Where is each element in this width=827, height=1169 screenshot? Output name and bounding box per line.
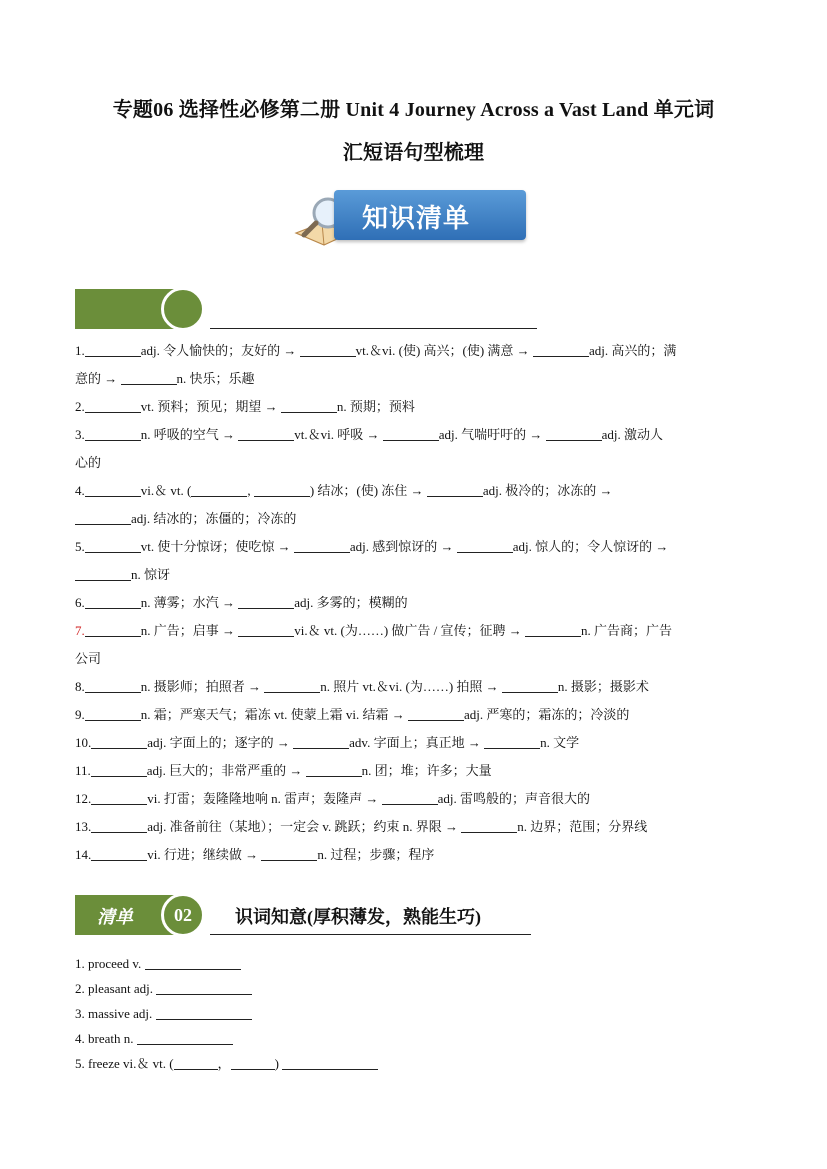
item-line1: vi. 打雷；轰隆隆地响 n. 雷声；轰隆声 → adj. 雷鸣般的；声音很大的 [147,791,591,806]
answer-blank[interactable] [91,818,147,833]
answer-blank[interactable] [191,482,247,497]
item-line1: vi.＆ vt. ( , ) 结冰；(使) 冻住 → adj. 极冷的；冰冻的 → [140,483,613,498]
answer-blank[interactable] [75,510,131,525]
item-line1: n. 薄雾；水汽 → adj. 多雾的；模糊的 [140,595,408,610]
answer-blank[interactable] [85,482,141,497]
recall-item: 5. freeze vi.＆ vt. ( ， ) [75,1051,378,1076]
item-number: 7. [75,623,85,638]
vocab-item-continuation: 公司 [75,651,102,666]
section1-heading-underline [210,328,537,329]
knowledge-list-badge [292,187,526,247]
item-line1: n. 呼吸的空气 → vt.＆vi. 呼吸 → adj. 气喘吁吁的 → adj. 激动人 [140,427,664,442]
answer-blank[interactable] [525,622,581,637]
recall-item: 2. pleasant adj. [75,976,378,1001]
item-line1: vi. 行进；继续做 → n. 过程；步骤；程序 [147,847,435,862]
answer-blank[interactable] [546,426,602,441]
item-line1: n. 摄影师；拍照者 → n. 照片 vt.＆vi. (为……) 拍照 → n. 摄影；摄影术 [140,679,649,694]
document-title-line2: 汇短语句型梳理 [342,142,485,164]
item-line1: adj. 准备前往（某地）；一定会 v. 跳跃；约束 n. 界限 → n. 边界；范围；分界线 [147,819,648,834]
item-line1: vt. 预料；预见；期望 → n. 预期；预料 [140,399,415,414]
answer-blank[interactable] [75,566,131,581]
answer-blank[interactable] [91,790,147,805]
answer-blank[interactable] [254,482,310,497]
vocab-item [75,421,755,449]
answer-blank[interactable] [91,762,147,777]
item-line1: n. 霜；严寒天气；霜冻 vt. 使蒙上霜 vi. 结霜 → adj. 严寒的；霜冻的；冷淡的 [140,707,630,722]
vocab-item [75,813,755,841]
vocab-list [75,337,755,869]
answer-blank[interactable] [484,734,540,749]
answer-blank[interactable] [533,342,589,357]
item-number: 4. [75,483,85,498]
answer-blank[interactable] [174,1055,218,1070]
item-line1: adj. 巨大的；非常严重的 → n. 团；堆；许多；大量 [146,763,492,778]
answer-blank[interactable] [282,1055,378,1070]
item-number: 2. [75,399,85,414]
vocab-item [75,729,755,757]
section2-header [75,895,531,935]
answer-blank[interactable] [461,818,517,833]
recall-item: 1. proceed v. [75,951,378,976]
item-number: 9. [75,707,85,722]
answer-blank[interactable] [382,790,438,805]
answer-blank[interactable] [156,980,252,995]
answer-blank[interactable] [293,734,349,749]
item-number: 14. [75,847,92,862]
answer-blank[interactable] [85,538,141,553]
answer-blank[interactable] [427,482,483,497]
item-number: 6. [75,595,85,610]
section2-tag: 清单 [97,907,133,928]
document-title-line1: 专题06 选择性必修第二册 Unit 4 Journey Across a Vast Land 单元词 [112,99,715,121]
answer-blank[interactable] [91,846,147,861]
answer-blank[interactable] [238,594,294,609]
answer-blank[interactable] [85,706,141,721]
recall-list [75,951,378,1076]
recall-item: 4. breath n. [75,1026,378,1051]
answer-blank[interactable] [383,426,439,441]
vocab-item [75,477,755,505]
vocab-item [75,701,755,729]
answer-blank[interactable] [156,1005,252,1020]
answer-blank[interactable] [91,734,147,749]
answer-blank[interactable] [85,594,141,609]
section2-number: 02 [174,905,192,925]
vocab-item [75,673,755,701]
answer-blank[interactable] [281,398,337,413]
answer-blank[interactable] [85,678,141,693]
vocab-item [75,617,755,645]
vocab-item [75,757,755,785]
answer-blank[interactable] [408,706,464,721]
answer-blank[interactable] [85,342,141,357]
vocab-item-continuation: 心的 [75,455,102,470]
item-line1: adj. 令人愉快的；友好的 → vt.＆vi. (使) 高兴；(使) 满意 → adj. 高兴的；满 [140,343,677,358]
answer-blank[interactable] [231,1055,275,1070]
vocab-item [75,393,755,421]
vocab-item-continuation: 意的 → n. 快乐；乐趣 [75,371,255,386]
answer-blank[interactable] [238,426,294,441]
answer-blank[interactable] [85,426,141,441]
vocab-item [75,589,755,617]
item-number: 3. [75,427,85,442]
answer-blank[interactable] [261,846,317,861]
answer-blank[interactable] [85,398,141,413]
vocab-item-continuation: adj. 结冰的；冻僵的；冷冻的 [75,505,755,533]
answer-blank[interactable] [121,370,177,385]
answer-blank[interactable] [294,538,350,553]
item-number: 1. [75,343,85,358]
vocab-item [75,533,755,561]
section2-heading: 识词知意(厚积薄发，熟能生巧) [235,907,481,927]
answer-blank[interactable] [137,1030,233,1045]
answer-blank[interactable] [238,622,294,637]
answer-blank[interactable] [85,622,141,637]
badge-label: 知识清单 [362,204,471,234]
section1-header [75,289,537,329]
vocab-item [75,841,755,869]
item-line1: vt. 使十分惊讶；使吃惊 → adj. 感到惊讶的 → adj. 惊人的；令人惊讶的 → [140,539,669,554]
answer-blank[interactable] [306,762,362,777]
answer-blank[interactable] [457,538,513,553]
item-number: 12. [75,791,92,806]
answer-blank[interactable] [264,678,320,693]
item-number: 13. [75,819,92,834]
vocab-item-continuation: n. 惊讶 [75,561,755,589]
item-line1: adj. 字面上的；逐字的 → adv. 字面上；真正地 → n. 文学 [147,735,580,750]
vocab-item [75,337,755,365]
item-line1: n. 广告；启事 → vi.＆ vt. (为……) 做广告 / 宣传；征聘 → n. 广告商；广告 [140,623,673,638]
item-number: 10. [75,735,92,750]
item-number: 8. [75,679,85,694]
item-number: 5. [75,539,85,554]
item-number: 11. [75,763,91,778]
answer-blank[interactable] [300,342,356,357]
answer-blank[interactable] [145,955,241,970]
answer-blank[interactable] [502,678,558,693]
recall-item: 3. massive adj. [75,1001,378,1026]
vocab-item [75,785,755,813]
